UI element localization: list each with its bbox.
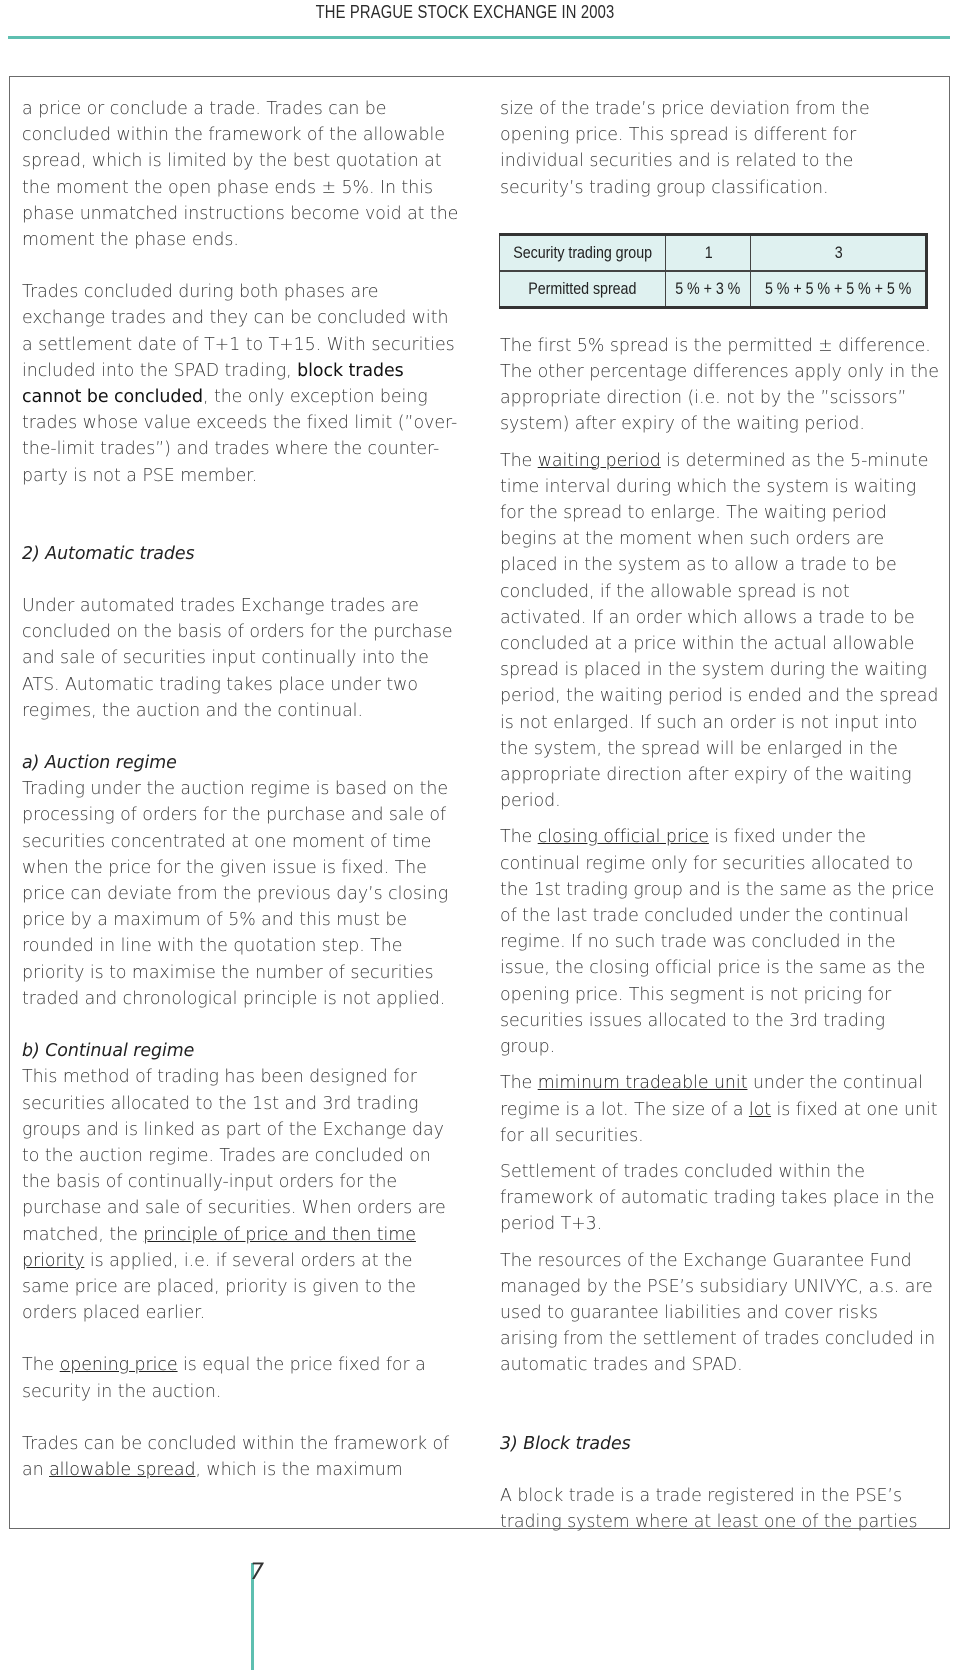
paragraph-waiting-period: [500, 448, 940, 815]
table-cell: [666, 234, 751, 271]
text: , which is the maximum: [195, 1459, 403, 1480]
table-cell: [751, 234, 927, 271]
text: The: [500, 827, 538, 848]
term-minimum-tradeable-unit: miminum tradeable unit: [537, 1073, 748, 1094]
text: is fixed under the continual regime only for securities allocated to the 1st trading group and is the same as the price of the last trade concluded under the continual regime. If no such trade was concluded in the issue, the closing official price is the same as the opening price. This segment is not pricing for securities issues allocated to the 3rd trading group.: [500, 827, 935, 1058]
table-row: [500, 271, 927, 308]
term-price-time-priority: principle of price and then time priority: [22, 1224, 416, 1271]
term-opening-price: opening price: [59, 1355, 178, 1376]
text: Trades can be concluded within the framework of an: [22, 1433, 450, 1480]
cell-text: Permitted spread: [528, 278, 637, 298]
heading-auction-regime: a) Auction regime: [22, 753, 177, 774]
right-column: [500, 96, 940, 1535]
paragraph-opening-price: [22, 1352, 462, 1404]
spread-table: [499, 233, 928, 309]
running-title: THE PRAGUE STOCK EXCHANGE IN 2003: [315, 2, 614, 22]
emphasis-block-trades: block trades cannot be concluded: [22, 360, 404, 408]
cell-text: Security trading group: [513, 242, 653, 262]
paragraph-allowable-spread: [22, 1431, 462, 1483]
text: is applied, i.e. if several orders at the same price are placed, priority is given to the orders placed earlier.: [22, 1250, 416, 1324]
table-cell: [751, 271, 927, 308]
text: is equal the price fixed for a security in the auction.: [22, 1355, 426, 1402]
text: The: [500, 1073, 538, 1094]
table-cell: [666, 271, 751, 308]
table-row: [500, 234, 927, 271]
table-cell: [500, 234, 666, 271]
heading-block-trades: 3) Block trades: [500, 1433, 631, 1454]
paragraph-block-trades: A block trade is a trade registered in the PSE’s trading system where at least one of the parties: [500, 1485, 918, 1532]
paragraph-exchange-trades: [22, 279, 462, 489]
left-column: [22, 96, 462, 1483]
heading-continual-regime: b) Continual regime: [22, 1041, 195, 1062]
cell-text: 1: [704, 242, 713, 262]
text: under the continual regime is a lot. The size of a: [500, 1073, 923, 1120]
term-closing-official-price: closing official price: [537, 827, 709, 848]
paragraph-continual-regime: [22, 1064, 462, 1326]
text: Trades concluded during both phases are exchange trades and they can be concluded with a settlement date of T+1 to T+15. With securities included into the SPAD trading,: [22, 282, 455, 381]
text: is fixed at one unit for all securities.: [500, 1099, 938, 1146]
cell-text: 5 % + 5 % + 5 % + 5 %: [765, 278, 912, 298]
text: , the only exception being trades whose value exceeds the fixed limit (”over-the-limit trades”) and trades where the counter-party is not a PSE member.: [22, 387, 458, 486]
paragraph-tradeable-unit: [500, 1070, 940, 1149]
cell-text: 3: [834, 242, 843, 262]
term-waiting-period: waiting period: [537, 450, 661, 471]
paragraph-closing-price: [500, 824, 940, 1060]
heading-automatic-trades: 2) Automatic trades: [22, 543, 195, 564]
term-allowable-spread: allowable spread: [49, 1459, 196, 1480]
cell-text: 5 % + 3 %: [675, 278, 741, 298]
text: This method of trading has been designed for securities allocated to the 1st and 3rd trading groups and is linked as part of the Exchange day to the auction regime. Trades are concluded on the basis of continually-input orders for the purchase and sale of securities. When orders are matched, the: [22, 1067, 446, 1245]
paragraph-automatic-trades: Under automated trades Exchange trades are concluded on the basis of orders for the purchase and sale of securities input continually into the ATS. Automatic trading takes place under two regimes, the auction and the continual.: [22, 596, 453, 721]
term-lot: lot: [748, 1099, 772, 1120]
text: The: [22, 1355, 60, 1376]
paragraph-first-spread: The first 5% spread is the permitted ± difference. The other percentage differences apply only in the appropriate direction (i.e. not by the ”scissors” system) after expiry of the waiting period.: [500, 335, 939, 435]
page-header: [0, 0, 960, 40]
text: The: [500, 450, 538, 471]
paragraph-open-phase: a price or conclude a trade. Trades can be concluded within the framework of the allowable spread, which is limited by the best quotation at the moment the open phase ends ± 5%. In this phase unmatched instructions become void at the moment the phase ends.: [22, 99, 459, 251]
page-number: 7: [250, 1560, 264, 1585]
paragraph-spread-size: size of the trade’s price deviation from the opening price. This spread is different for individual securities and is related to the security’s trading group classification.: [500, 99, 870, 198]
paragraph-settlement: Settlement of trades concluded within the framework of automatic trading takes place in the period T+3.: [500, 1161, 935, 1235]
table-cell: [500, 271, 666, 308]
paragraph-guarantee-fund: The resources of the Exchange Guarantee Fund managed by the PSE’s subsidiary UNIVYC, a.s. are used to guarantee liabilities and cover risks arising from the settlement of trades concluded in automatic trades and SPAD.: [500, 1250, 936, 1376]
paragraph-auction-regime: Trading under the auction regime is based on the processing of orders for the purchase and sale of securities concentrated at one moment of time when the price for the given issue is fixed. The price can deviate from the previous day’s closing price by a maximum of 5% and this must be rounded in line with the quotation step. The priority is to maximise the number of securities traded and chronological principle is not applied.: [22, 779, 449, 1009]
header-rule: [8, 36, 950, 39]
text: is determined as the 5-minute time interval during which the system is waiting for the spread to enlarge. The waiting period begins at the moment when such orders are placed in the system as to allow a trade to be concluded, if the allowable spread is not activated. If an order which allows a trade to be concluded at a price within the actual allowable spread is placed in the system during the waiting period, the waiting period is ended and the spread is not enlarged. If such an order is not input into the system, the spread will be enlarged in the appropriate direction after expiry of the waiting period.: [500, 450, 939, 812]
